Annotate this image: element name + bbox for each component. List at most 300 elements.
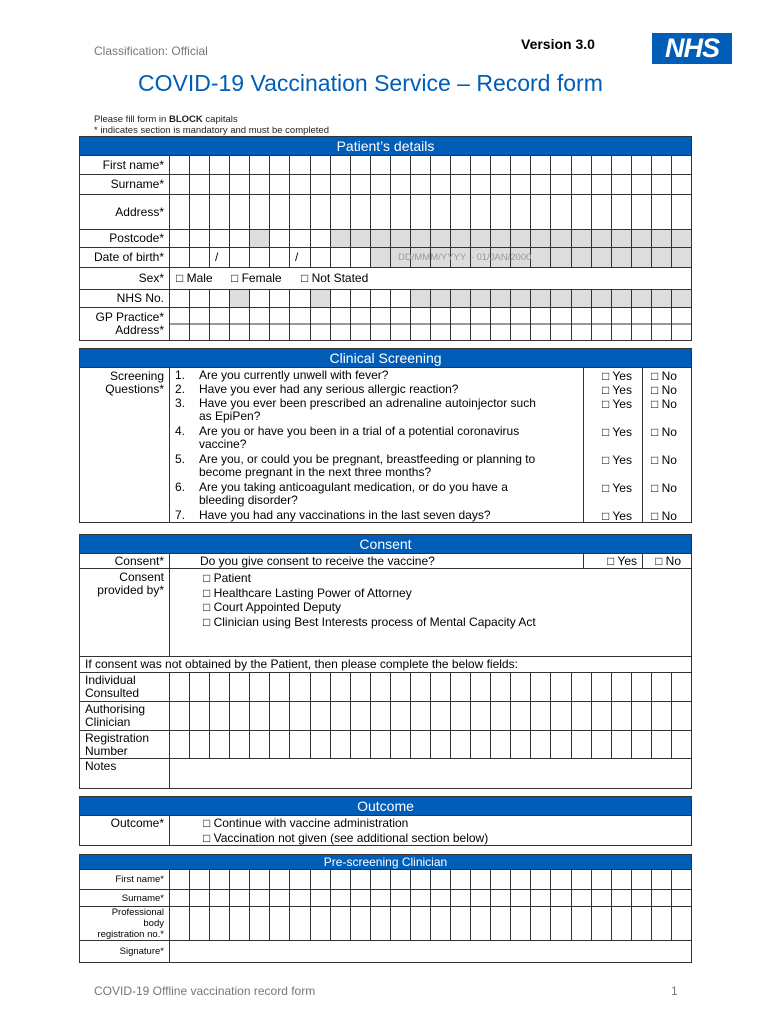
postcode-input[interactable]	[170, 230, 691, 247]
grid-cell[interactable]	[632, 890, 652, 906]
grid-cell[interactable]	[290, 290, 310, 307]
grid-cell[interactable]	[351, 702, 371, 730]
grid-cell[interactable]	[431, 230, 451, 247]
grid-cell[interactable]	[652, 673, 672, 701]
grid-cell[interactable]	[331, 175, 351, 194]
grid-cell[interactable]	[411, 290, 431, 307]
grid-cell[interactable]	[230, 248, 250, 267]
grid-cell[interactable]	[190, 673, 210, 701]
grid-cell[interactable]	[170, 175, 190, 194]
screening-no[interactable]: □ No	[651, 369, 677, 383]
grid-cell[interactable]	[612, 195, 632, 229]
grid-cell[interactable]	[270, 290, 290, 307]
screening-yes[interactable]: □ Yes	[602, 397, 632, 411]
grid-cell[interactable]	[351, 890, 371, 906]
grid-cell[interactable]	[190, 890, 210, 906]
grid-cell[interactable]	[210, 907, 230, 940]
grid-cell[interactable]	[572, 290, 592, 307]
grid-cell[interactable]	[612, 731, 632, 758]
grid-cell[interactable]	[652, 230, 672, 247]
grid-cell[interactable]	[471, 702, 491, 730]
grid-cell[interactable]	[290, 870, 310, 889]
grid-cell[interactable]	[371, 890, 391, 906]
grid-cell[interactable]	[572, 702, 592, 730]
grid-cell[interactable]	[612, 156, 632, 174]
grid-cell[interactable]	[551, 248, 571, 267]
grid-cell[interactable]	[371, 230, 391, 247]
grid-cell[interactable]	[371, 907, 391, 940]
grid-cell[interactable]	[632, 195, 652, 229]
grid-cell[interactable]	[431, 702, 451, 730]
grid-cell[interactable]	[572, 230, 592, 247]
grid-cell[interactable]	[371, 156, 391, 174]
grid-cell[interactable]	[250, 870, 270, 889]
grid-cell[interactable]	[351, 673, 371, 701]
screening-yes[interactable]: □ Yes	[602, 369, 632, 383]
screening-no[interactable]: □ No	[651, 481, 677, 495]
sex-female-option[interactable]: □ Female	[231, 271, 282, 285]
grid-cell[interactable]	[331, 248, 351, 267]
consent-no[interactable]: □ No	[655, 554, 681, 568]
grid-cell[interactable]	[270, 248, 290, 267]
grid-cell[interactable]	[290, 731, 310, 758]
grid-cell[interactable]	[210, 248, 230, 267]
screening-no[interactable]: □ No	[651, 509, 677, 523]
grid-cell[interactable]	[572, 175, 592, 194]
grid-cell[interactable]	[170, 731, 190, 758]
grid-cell[interactable]	[451, 156, 471, 174]
grid-cell[interactable]	[612, 308, 632, 340]
grid-cell[interactable]	[250, 175, 270, 194]
grid-cell[interactable]	[210, 870, 230, 889]
grid-cell[interactable]	[351, 308, 371, 340]
grid-cell[interactable]	[652, 870, 672, 889]
grid-cell[interactable]	[351, 870, 371, 889]
grid-cell[interactable]	[311, 673, 331, 701]
grid-cell[interactable]	[451, 175, 471, 194]
grid-cell[interactable]	[471, 195, 491, 229]
grid-cell[interactable]	[551, 290, 571, 307]
grid-cell[interactable]	[592, 230, 612, 247]
grid-cell[interactable]	[371, 290, 391, 307]
grid-cell[interactable]	[391, 731, 411, 758]
grid-cell[interactable]	[190, 308, 210, 340]
dob-input[interactable]	[170, 248, 691, 267]
grid-cell[interactable]	[511, 907, 531, 940]
grid-cell[interactable]	[391, 175, 411, 194]
grid-cell[interactable]	[411, 870, 431, 889]
grid-cell[interactable]	[170, 870, 190, 889]
grid-cell[interactable]	[592, 248, 612, 267]
grid-cell[interactable]	[531, 870, 551, 889]
grid-cell[interactable]	[190, 907, 210, 940]
grid-cell[interactable]	[331, 673, 351, 701]
grid-cell[interactable]	[230, 308, 250, 340]
grid-cell[interactable]	[290, 230, 310, 247]
grid-cell[interactable]	[230, 195, 250, 229]
grid-cell[interactable]	[672, 731, 691, 758]
grid-cell[interactable]	[511, 673, 531, 701]
authorising-input[interactable]	[170, 702, 691, 730]
grid-cell[interactable]	[672, 175, 691, 194]
grid-cell[interactable]	[592, 156, 612, 174]
grid-cell[interactable]	[531, 290, 551, 307]
grid-cell[interactable]	[491, 175, 511, 194]
grid-cell[interactable]	[230, 890, 250, 906]
grid-cell[interactable]	[351, 290, 371, 307]
grid-cell[interactable]	[592, 890, 612, 906]
screening-yes[interactable]: □ Yes	[602, 509, 632, 523]
grid-cell[interactable]	[250, 907, 270, 940]
grid-cell[interactable]	[230, 175, 250, 194]
grid-cell[interactable]	[331, 230, 351, 247]
grid-cell[interactable]	[431, 870, 451, 889]
grid-cell[interactable]	[471, 907, 491, 940]
grid-cell[interactable]	[230, 702, 250, 730]
grid-cell[interactable]	[451, 195, 471, 229]
grid-cell[interactable]	[652, 308, 672, 340]
grid-cell[interactable]	[270, 175, 290, 194]
grid-cell[interactable]	[471, 731, 491, 758]
notes-input[interactable]	[170, 759, 691, 788]
grid-cell[interactable]	[290, 673, 310, 701]
grid-cell[interactable]	[451, 890, 471, 906]
grid-cell[interactable]	[632, 673, 652, 701]
grid-cell[interactable]	[431, 175, 451, 194]
grid-cell[interactable]	[270, 907, 290, 940]
grid-cell[interactable]	[351, 230, 371, 247]
grid-cell[interactable]	[270, 870, 290, 889]
grid-cell[interactable]	[511, 870, 531, 889]
grid-cell[interactable]	[491, 907, 511, 940]
grid-cell[interactable]	[451, 290, 471, 307]
grid-cell[interactable]	[290, 308, 310, 340]
grid-cell[interactable]	[511, 702, 531, 730]
grid-cell[interactable]	[531, 907, 551, 940]
grid-cell[interactable]	[270, 673, 290, 701]
grid-cell[interactable]	[612, 175, 632, 194]
grid-cell[interactable]	[411, 230, 431, 247]
sex-not-stated-option[interactable]: □ Not Stated	[301, 271, 369, 285]
grid-cell[interactable]	[411, 890, 431, 906]
grid-cell[interactable]	[311, 870, 331, 889]
grid-cell[interactable]	[411, 156, 431, 174]
grid-cell[interactable]	[391, 907, 411, 940]
grid-cell[interactable]	[451, 702, 471, 730]
grid-cell[interactable]	[371, 175, 391, 194]
grid-cell[interactable]	[632, 156, 652, 174]
grid-cell[interactable]	[592, 290, 612, 307]
individual-input[interactable]	[170, 673, 691, 701]
grid-cell[interactable]	[612, 230, 632, 247]
grid-cell[interactable]	[431, 907, 451, 940]
grid-cell[interactable]	[411, 731, 431, 758]
grid-cell[interactable]	[210, 731, 230, 758]
grid-cell[interactable]	[592, 308, 612, 340]
grid-cell[interactable]	[250, 702, 270, 730]
grid-cell[interactable]	[612, 673, 632, 701]
grid-cell[interactable]	[471, 308, 491, 340]
grid-cell[interactable]	[250, 308, 270, 340]
grid-cell[interactable]	[170, 156, 190, 174]
grid-cell[interactable]	[311, 248, 331, 267]
grid-cell[interactable]	[210, 175, 230, 194]
grid-cell[interactable]	[551, 702, 571, 730]
grid-cell[interactable]	[511, 175, 531, 194]
grid-cell[interactable]	[592, 673, 612, 701]
gp-input[interactable]	[170, 308, 691, 340]
surname-input[interactable]	[170, 175, 691, 194]
grid-cell[interactable]	[250, 248, 270, 267]
grid-cell[interactable]	[592, 907, 612, 940]
grid-cell[interactable]	[411, 308, 431, 340]
grid-cell[interactable]	[311, 195, 331, 229]
grid-cell[interactable]	[311, 702, 331, 730]
grid-cell[interactable]	[672, 870, 691, 889]
grid-cell[interactable]	[551, 890, 571, 906]
clin-first-name-input[interactable]	[170, 870, 691, 889]
grid-cell[interactable]	[572, 870, 592, 889]
grid-cell[interactable]	[331, 156, 351, 174]
grid-cell[interactable]	[431, 890, 451, 906]
consent-provided-option[interactable]: □ Court Appointed Deputy	[203, 600, 341, 614]
screening-no[interactable]: □ No	[651, 453, 677, 467]
grid-cell[interactable]	[391, 308, 411, 340]
grid-cell[interactable]	[170, 230, 190, 247]
grid-cell[interactable]	[491, 290, 511, 307]
grid-cell[interactable]	[612, 290, 632, 307]
grid-cell[interactable]	[210, 308, 230, 340]
grid-cell[interactable]	[511, 156, 531, 174]
grid-cell[interactable]	[531, 248, 551, 267]
grid-cell[interactable]	[612, 907, 632, 940]
grid-cell[interactable]	[672, 308, 691, 340]
grid-cell[interactable]	[190, 156, 210, 174]
grid-cell[interactable]	[632, 175, 652, 194]
grid-cell[interactable]	[170, 673, 190, 701]
grid-cell[interactable]	[290, 175, 310, 194]
grid-cell[interactable]	[652, 290, 672, 307]
grid-cell[interactable]	[471, 156, 491, 174]
screening-no[interactable]: □ No	[651, 425, 677, 439]
grid-cell[interactable]	[210, 156, 230, 174]
grid-cell[interactable]	[311, 156, 331, 174]
grid-cell[interactable]	[431, 731, 451, 758]
grid-cell[interactable]	[190, 175, 210, 194]
grid-cell[interactable]	[270, 156, 290, 174]
grid-cell[interactable]	[491, 308, 511, 340]
grid-cell[interactable]	[331, 907, 351, 940]
outcome-continue-option[interactable]: □ Continue with vaccine administration	[203, 816, 409, 830]
grid-cell[interactable]	[652, 156, 672, 174]
grid-cell[interactable]	[531, 195, 551, 229]
grid-cell[interactable]	[531, 702, 551, 730]
grid-cell[interactable]	[250, 156, 270, 174]
grid-cell[interactable]	[371, 673, 391, 701]
grid-cell[interactable]	[672, 673, 691, 701]
grid-cell[interactable]	[371, 195, 391, 229]
grid-cell[interactable]	[632, 248, 652, 267]
grid-cell[interactable]	[411, 175, 431, 194]
grid-cell[interactable]	[371, 702, 391, 730]
screening-yes[interactable]: □ Yes	[602, 481, 632, 495]
grid-cell[interactable]	[351, 731, 371, 758]
sex-male-option[interactable]: □ Male	[176, 271, 213, 285]
grid-cell[interactable]	[572, 673, 592, 701]
grid-cell[interactable]	[672, 156, 691, 174]
grid-cell[interactable]	[190, 731, 210, 758]
grid-cell[interactable]	[391, 870, 411, 889]
first-name-input[interactable]	[170, 156, 691, 174]
grid-cell[interactable]	[652, 731, 672, 758]
grid-cell[interactable]	[511, 308, 531, 340]
grid-cell[interactable]	[331, 195, 351, 229]
grid-cell[interactable]	[190, 702, 210, 730]
grid-cell[interactable]	[592, 195, 612, 229]
grid-cell[interactable]	[551, 156, 571, 174]
grid-cell[interactable]	[170, 290, 190, 307]
grid-cell[interactable]	[331, 870, 351, 889]
grid-cell[interactable]	[491, 890, 511, 906]
grid-cell[interactable]	[431, 673, 451, 701]
grid-cell[interactable]	[451, 731, 471, 758]
grid-cell[interactable]	[632, 731, 652, 758]
grid-cell[interactable]	[290, 907, 310, 940]
grid-cell[interactable]	[331, 290, 351, 307]
grid-cell[interactable]	[612, 702, 632, 730]
grid-cell[interactable]	[391, 290, 411, 307]
grid-cell[interactable]	[572, 731, 592, 758]
grid-cell[interactable]	[491, 731, 511, 758]
grid-cell[interactable]	[491, 870, 511, 889]
grid-cell[interactable]	[290, 156, 310, 174]
grid-cell[interactable]	[672, 702, 691, 730]
grid-cell[interactable]	[270, 195, 290, 229]
registration-input[interactable]	[170, 731, 691, 758]
grid-cell[interactable]	[371, 308, 391, 340]
grid-cell[interactable]	[391, 195, 411, 229]
grid-cell[interactable]	[551, 870, 571, 889]
grid-cell[interactable]	[551, 673, 571, 701]
grid-cell[interactable]	[652, 175, 672, 194]
grid-cell[interactable]	[451, 870, 471, 889]
grid-cell[interactable]	[190, 230, 210, 247]
grid-cell[interactable]	[411, 195, 431, 229]
grid-cell[interactable]	[391, 673, 411, 701]
grid-cell[interactable]	[250, 230, 270, 247]
grid-cell[interactable]	[431, 156, 451, 174]
grid-cell[interactable]	[572, 156, 592, 174]
grid-cell[interactable]	[632, 907, 652, 940]
grid-cell[interactable]	[190, 248, 210, 267]
grid-cell[interactable]	[471, 230, 491, 247]
grid-cell[interactable]	[672, 890, 691, 906]
grid-cell[interactable]	[331, 308, 351, 340]
grid-cell[interactable]	[632, 870, 652, 889]
grid-cell[interactable]	[572, 890, 592, 906]
grid-cell[interactable]	[592, 175, 612, 194]
grid-cell[interactable]	[652, 702, 672, 730]
grid-cell[interactable]	[210, 702, 230, 730]
grid-cell[interactable]	[230, 907, 250, 940]
grid-cell[interactable]	[371, 870, 391, 889]
screening-yes[interactable]: □ Yes	[602, 383, 632, 397]
grid-cell[interactable]	[572, 195, 592, 229]
grid-cell[interactable]	[351, 195, 371, 229]
grid-cell[interactable]	[592, 870, 612, 889]
screening-yes[interactable]: □ Yes	[602, 425, 632, 439]
grid-cell[interactable]	[672, 195, 691, 229]
grid-cell[interactable]	[311, 230, 331, 247]
grid-cell[interactable]	[471, 890, 491, 906]
grid-cell[interactable]	[652, 890, 672, 906]
grid-cell[interactable]	[311, 890, 331, 906]
consent-provided-option[interactable]: □ Patient	[203, 571, 251, 585]
grid-cell[interactable]	[491, 702, 511, 730]
grid-cell[interactable]	[632, 308, 652, 340]
grid-cell[interactable]	[672, 290, 691, 307]
grid-cell[interactable]	[471, 175, 491, 194]
grid-cell[interactable]	[531, 156, 551, 174]
grid-cell[interactable]	[551, 907, 571, 940]
grid-cell[interactable]	[652, 195, 672, 229]
grid-cell[interactable]	[170, 195, 190, 229]
grid-cell[interactable]	[572, 907, 592, 940]
grid-cell[interactable]	[290, 702, 310, 730]
grid-cell[interactable]	[451, 673, 471, 701]
grid-cell[interactable]	[190, 870, 210, 889]
grid-cell[interactable]	[311, 308, 331, 340]
grid-cell[interactable]	[170, 890, 190, 906]
grid-cell[interactable]	[270, 731, 290, 758]
grid-cell[interactable]	[551, 195, 571, 229]
grid-cell[interactable]	[371, 731, 391, 758]
grid-cell[interactable]	[431, 290, 451, 307]
grid-cell[interactable]	[270, 230, 290, 247]
grid-cell[interactable]	[351, 175, 371, 194]
grid-cell[interactable]	[471, 870, 491, 889]
grid-cell[interactable]	[290, 248, 310, 267]
consent-provided-option[interactable]: □ Healthcare Lasting Power of Attorney	[203, 585, 412, 600]
grid-cell[interactable]	[531, 308, 551, 340]
grid-cell[interactable]	[250, 731, 270, 758]
grid-cell[interactable]	[572, 248, 592, 267]
grid-cell[interactable]	[531, 230, 551, 247]
grid-cell[interactable]	[170, 702, 190, 730]
grid-cell[interactable]	[210, 195, 230, 229]
grid-cell[interactable]	[511, 731, 531, 758]
grid-cell[interactable]	[511, 195, 531, 229]
grid-cell[interactable]	[190, 290, 210, 307]
grid-cell[interactable]	[290, 195, 310, 229]
grid-cell[interactable]	[311, 731, 331, 758]
clin-signature-input[interactable]	[170, 941, 691, 962]
grid-cell[interactable]	[411, 673, 431, 701]
grid-cell[interactable]	[511, 290, 531, 307]
grid-cell[interactable]	[551, 230, 571, 247]
grid-cell[interactable]	[531, 890, 551, 906]
grid-cell[interactable]	[170, 248, 190, 267]
grid-cell[interactable]	[351, 156, 371, 174]
grid-cell[interactable]	[451, 907, 471, 940]
grid-cell[interactable]	[391, 156, 411, 174]
clin-surname-input[interactable]	[170, 890, 691, 906]
grid-cell[interactable]	[491, 230, 511, 247]
grid-cell[interactable]	[592, 702, 612, 730]
grid-cell[interactable]	[210, 230, 230, 247]
grid-cell[interactable]	[270, 890, 290, 906]
grid-cell[interactable]	[471, 290, 491, 307]
